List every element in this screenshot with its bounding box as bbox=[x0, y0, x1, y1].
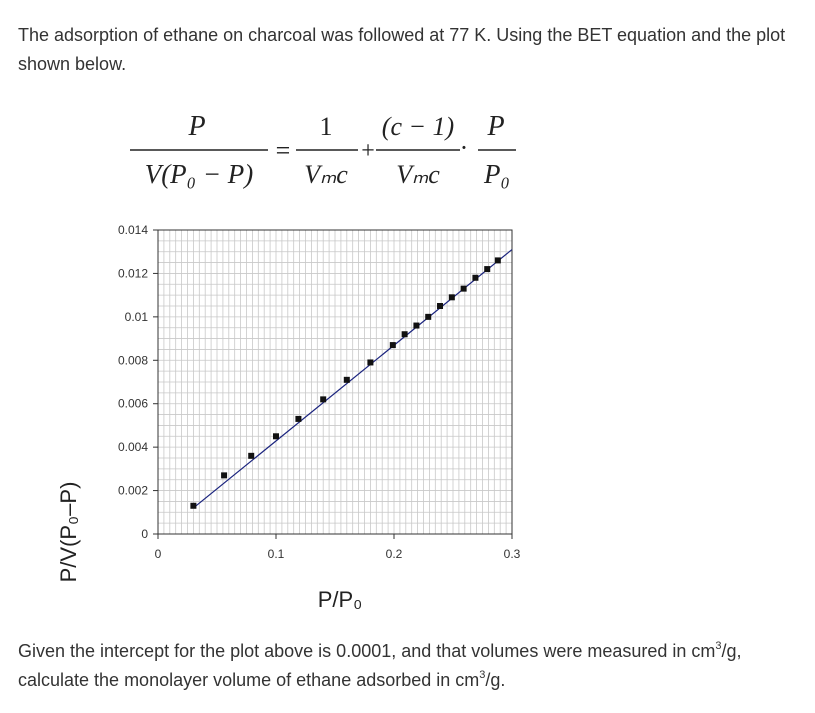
lhs-denominator: V(P₀ − P) bbox=[144, 159, 254, 189]
data-point bbox=[495, 257, 501, 263]
gridlines bbox=[158, 230, 512, 534]
y-tick-label: 0.014 bbox=[117, 223, 148, 237]
x-tick-label: 0 bbox=[154, 547, 162, 561]
data-point bbox=[437, 303, 443, 309]
data-point bbox=[402, 331, 408, 337]
y-tick-label: 0.006 bbox=[117, 396, 148, 411]
question-line2-superscript: 3 bbox=[479, 669, 486, 681]
data-point bbox=[295, 416, 301, 422]
data-point bbox=[472, 275, 478, 281]
data-point bbox=[461, 286, 467, 292]
term1-numerator: 1 bbox=[319, 112, 333, 141]
y-axis-label: P/V(P₀–P) bbox=[56, 481, 81, 583]
term3-numerator: P bbox=[487, 111, 505, 142]
data-point bbox=[190, 503, 196, 509]
data-point bbox=[248, 453, 254, 459]
data-point bbox=[390, 342, 396, 348]
plus-sign: + bbox=[361, 138, 375, 164]
question-line1-text: Given the intercept for the plot above is 0.0001, and that volumes were measured in cm bbox=[18, 641, 716, 661]
data-point bbox=[273, 433, 279, 439]
y-tick-label: 0.008 bbox=[117, 353, 148, 368]
term3-denominator: P₀ bbox=[484, 159, 510, 189]
x-tick-label: 0.2 bbox=[385, 547, 403, 561]
x-axis-label: P/P₀ bbox=[317, 587, 363, 612]
data-point bbox=[320, 396, 326, 402]
x-tick-label: 0.1 bbox=[267, 547, 285, 561]
term2-numerator: (c − 1) bbox=[381, 112, 455, 141]
equals-sign: = bbox=[275, 136, 291, 165]
question-line2-text: calculate the monolayer volume of ethane adsorbed in cm bbox=[18, 670, 480, 690]
x-tick-label: 0.3 bbox=[503, 547, 521, 561]
data-point bbox=[484, 266, 490, 272]
data-point bbox=[449, 294, 455, 300]
y-tick-label: 0.01 bbox=[124, 309, 148, 324]
question-line2-suffix: /g. bbox=[485, 670, 506, 690]
y-tick-label: 0.004 bbox=[117, 440, 148, 455]
y-tick-label: 0 bbox=[141, 527, 148, 541]
y-tick-label: 0.002 bbox=[117, 483, 148, 498]
data-point bbox=[221, 472, 227, 478]
data-point bbox=[367, 359, 373, 365]
y-tick-label: 0.012 bbox=[117, 266, 148, 281]
bet-equation bbox=[100, 100, 540, 215]
question-line1 bbox=[18, 641, 742, 661]
lhs-numerator: P bbox=[188, 111, 206, 142]
question-line1-superscript: 3 bbox=[715, 640, 722, 652]
question-line1-suffix: /g, bbox=[721, 641, 742, 661]
question-line2 bbox=[18, 670, 505, 690]
term2-denominator: Vₘc bbox=[396, 160, 440, 189]
data-point bbox=[344, 377, 350, 383]
intro-paragraph: The adsorption of ethane on charcoal was followed at 77 K. Using the BET equation and the plot shown below. bbox=[18, 25, 786, 74]
data-point bbox=[425, 314, 431, 320]
data-point bbox=[413, 323, 419, 329]
bet-plot bbox=[0, 212, 560, 632]
term1-denominator: Vₘc bbox=[304, 160, 348, 189]
dot-operator: · bbox=[459, 133, 469, 162]
question-paragraph bbox=[18, 637, 808, 695]
